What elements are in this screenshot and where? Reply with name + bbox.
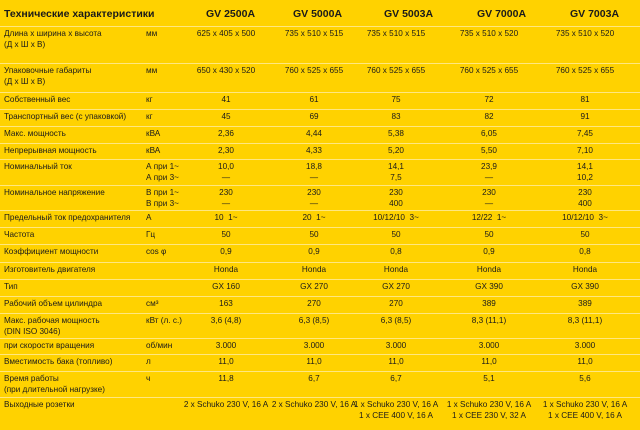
cell-value: 1 x Schuko 230 V, 16 A 1 x CEE 230 V, 32 A (446, 400, 532, 420)
cell-value: 83 (391, 112, 401, 121)
cell-value: 270 (389, 299, 403, 308)
cell-value: 5,20 (388, 146, 404, 155)
table-row (0, 227, 640, 245)
cell-value: 11,0 (577, 357, 593, 366)
row-label: Рабочий объем цилиндра (4, 299, 103, 308)
row-label: Предельный ток предохранителя (4, 213, 131, 222)
cell-value: 11,0 (388, 357, 404, 366)
cell-value: 5,50 (481, 146, 497, 155)
cell-value: 11,0 (306, 357, 322, 366)
cell-value: 10/12/10 3~ (562, 213, 608, 222)
row-label: Длина х ширина х высота (Д х Ш х В) (4, 29, 102, 49)
table-row (0, 26, 640, 64)
cell-value: Honda (383, 265, 409, 274)
cell-value: 61 (309, 95, 319, 104)
cell-value: 10/12/10 3~ (373, 213, 419, 222)
cell-value: 3.000 (385, 341, 407, 350)
cell-value: 4,44 (306, 129, 322, 138)
row-label: при скорости вращения (4, 341, 95, 350)
cell-value: 3.000 (478, 341, 500, 350)
cell-value: 8,3 (11,1) (567, 316, 603, 325)
cell-value: 389 (482, 299, 496, 308)
cell-value: GX 270 (382, 282, 410, 291)
cell-value: 6,7 (308, 374, 320, 383)
cell-value: 230 — (307, 188, 321, 208)
cell-value: 5,1 (483, 374, 495, 383)
row-unit: кг (146, 95, 153, 104)
table-row (0, 244, 640, 263)
cell-value: 12/22 1~ (471, 213, 507, 222)
cell-value: 91 (580, 112, 590, 121)
cell-value: 3.000 (574, 341, 596, 350)
cell-value: 50 (391, 230, 401, 239)
table-row (0, 262, 640, 280)
row-unit: об/мин (146, 341, 173, 350)
cell-value: 760 x 525 x 655 (555, 66, 615, 75)
cell-value: 8,3 (11,1) (471, 316, 507, 325)
cell-value: 0,8 (390, 247, 402, 256)
cell-value: Honda (213, 265, 239, 274)
model-header: GV 5003A (384, 8, 434, 20)
cell-value: 0,9 (220, 247, 232, 256)
row-label: Упаковочные габариты (Д х Ш х В) (4, 66, 92, 86)
cell-value: 0,9 (483, 247, 495, 256)
cell-value: 11,8 (218, 374, 234, 383)
cell-value: 1 x Schuko 230 V, 16 A 1 x CEE 400 V, 16 A (542, 400, 628, 420)
cell-value: 0,9 (308, 247, 320, 256)
cell-value: 230 — (482, 188, 496, 208)
row-unit: мм (146, 29, 158, 38)
cell-value: 82 (484, 112, 494, 121)
cell-value: 389 (578, 299, 592, 308)
table-row (0, 63, 640, 93)
cell-value: 11,0 (481, 357, 497, 366)
cell-value: 735 x 510 x 515 (366, 29, 426, 38)
cell-value: 72 (484, 95, 494, 104)
cell-value: 6,3 (8,5) (298, 316, 330, 325)
table-row (0, 143, 640, 160)
row-unit: см³ (146, 299, 159, 308)
row-label: Макс. рабочая мощность (DIN ISO 3046) (4, 316, 100, 336)
cell-value: 735 x 510 x 515 (284, 29, 344, 38)
row-label: Изготовитель двигателя (4, 265, 96, 274)
cell-value: 163 (219, 299, 233, 308)
cell-value: 625 x 405 x 500 (196, 29, 256, 38)
cell-value: 10,0 — (218, 162, 234, 182)
cell-value: GX 270 (300, 282, 328, 291)
cell-value: 6,05 (481, 129, 497, 138)
cell-value: 7,45 (577, 129, 593, 138)
cell-value: 3.000 (215, 341, 237, 350)
cell-value: 14,1 10,2 (577, 162, 593, 182)
model-header: GV 2500A (206, 8, 256, 20)
cell-value: 3,6 (4,8) (210, 316, 242, 325)
table-row (0, 126, 640, 144)
cell-value: 6,7 (390, 374, 402, 383)
row-label: Макс. мощность (4, 129, 66, 138)
cell-value: 2,36 (218, 129, 234, 138)
cell-value: 50 (309, 230, 319, 239)
cell-value: 11,0 (218, 357, 234, 366)
table-row (0, 159, 640, 186)
table-row (0, 279, 640, 297)
cell-value: 760 x 525 x 655 (366, 66, 426, 75)
cell-value: 50 (580, 230, 590, 239)
cell-value: 20 1~ (302, 213, 326, 222)
cell-value: 23,9 — (481, 162, 497, 182)
cell-value: 230 — (219, 188, 233, 208)
row-unit: ч (146, 374, 151, 383)
row-label: Непрерывная мощность (4, 146, 97, 155)
cell-value: 3.000 (303, 341, 325, 350)
row-unit: кг (146, 112, 153, 121)
cell-value: 6,3 (8,5) (380, 316, 412, 325)
table-row (0, 397, 640, 430)
cell-value: 270 (307, 299, 321, 308)
cell-value: 5,6 (579, 374, 591, 383)
table-row (0, 296, 640, 314)
row-unit: кВт (л. с.) (146, 316, 182, 325)
cell-value: 760 x 525 x 655 (459, 66, 519, 75)
table-row (0, 109, 640, 127)
row-label: Частота (4, 230, 35, 239)
cell-value: 735 x 510 x 520 (555, 29, 615, 38)
table-row (0, 185, 640, 211)
cell-value: 50 (221, 230, 231, 239)
cell-value: 2,30 (218, 146, 234, 155)
cell-value: 4,33 (306, 146, 322, 155)
row-label: Номинальный ток (4, 162, 72, 171)
cell-value: Honda (476, 265, 502, 274)
cell-value: 1 x Schuko 230 V, 16 A 1 x CEE 400 V, 16 A (353, 400, 439, 420)
row-unit: cos φ (146, 247, 167, 256)
cell-value: 0,8 (579, 247, 591, 256)
cell-value: 50 (484, 230, 494, 239)
cell-value: 69 (309, 112, 319, 121)
row-label: Тип (4, 282, 18, 291)
cell-value: Honda (572, 265, 598, 274)
cell-value: 230 400 (578, 188, 592, 208)
cell-value: Honda (301, 265, 327, 274)
row-unit: л (146, 357, 151, 366)
cell-value: GX 390 (571, 282, 599, 291)
table-row (0, 92, 640, 110)
table-title: Технические характеристики (4, 8, 155, 20)
row-unit: кВА (146, 129, 161, 138)
row-unit: мм (146, 66, 158, 75)
row-label: Вместимость бака (топливо) (4, 357, 113, 366)
row-label: Транспортный вес (с упаковкой) (4, 112, 127, 121)
cell-value: 10 1~ (214, 213, 238, 222)
row-unit: А при 1~ А при 3~ (146, 162, 179, 182)
cell-value: 75 (391, 95, 401, 104)
row-label: Номинальное напряжение (4, 188, 105, 197)
cell-value: GX 160 (212, 282, 240, 291)
row-unit: кВА (146, 146, 161, 155)
cell-value: 41 (221, 95, 231, 104)
table-row (0, 210, 640, 228)
model-header: GV 7000A (477, 8, 527, 20)
cell-value: 18,8 — (306, 162, 322, 182)
row-unit: Гц (146, 230, 156, 239)
cell-value: 230 400 (389, 188, 403, 208)
cell-value: 735 x 510 x 520 (459, 29, 519, 38)
cell-value: 2 x Schuko 230 V, 16 A (183, 400, 269, 409)
model-header: GV 7003A (570, 8, 620, 20)
cell-value: 650 x 430 x 520 (196, 66, 256, 75)
cell-value: 7,10 (577, 146, 593, 155)
cell-value: 14,1 7,5 (388, 162, 404, 182)
row-label: Время работы (при длительной нагрузке) (4, 374, 105, 394)
table-row (0, 313, 640, 339)
cell-value: 5,38 (388, 129, 404, 138)
table-row (0, 338, 640, 355)
cell-value: 45 (221, 112, 231, 121)
cell-value: 760 x 525 x 655 (284, 66, 344, 75)
row-label: Собственный вес (4, 95, 71, 104)
row-unit: А (146, 213, 152, 222)
table-header (0, 0, 640, 26)
table-row (0, 371, 640, 398)
table-row (0, 354, 640, 372)
row-label: Выходные розетки (4, 400, 75, 409)
cell-value: 81 (580, 95, 590, 104)
model-header: GV 5000A (293, 8, 343, 20)
row-label: Коэффициент мощности (4, 247, 99, 256)
row-unit: В при 1~ В при 3~ (146, 188, 179, 208)
cell-value: 2 x Schuko 230 V, 16 A (271, 400, 357, 409)
cell-value: GX 390 (475, 282, 503, 291)
